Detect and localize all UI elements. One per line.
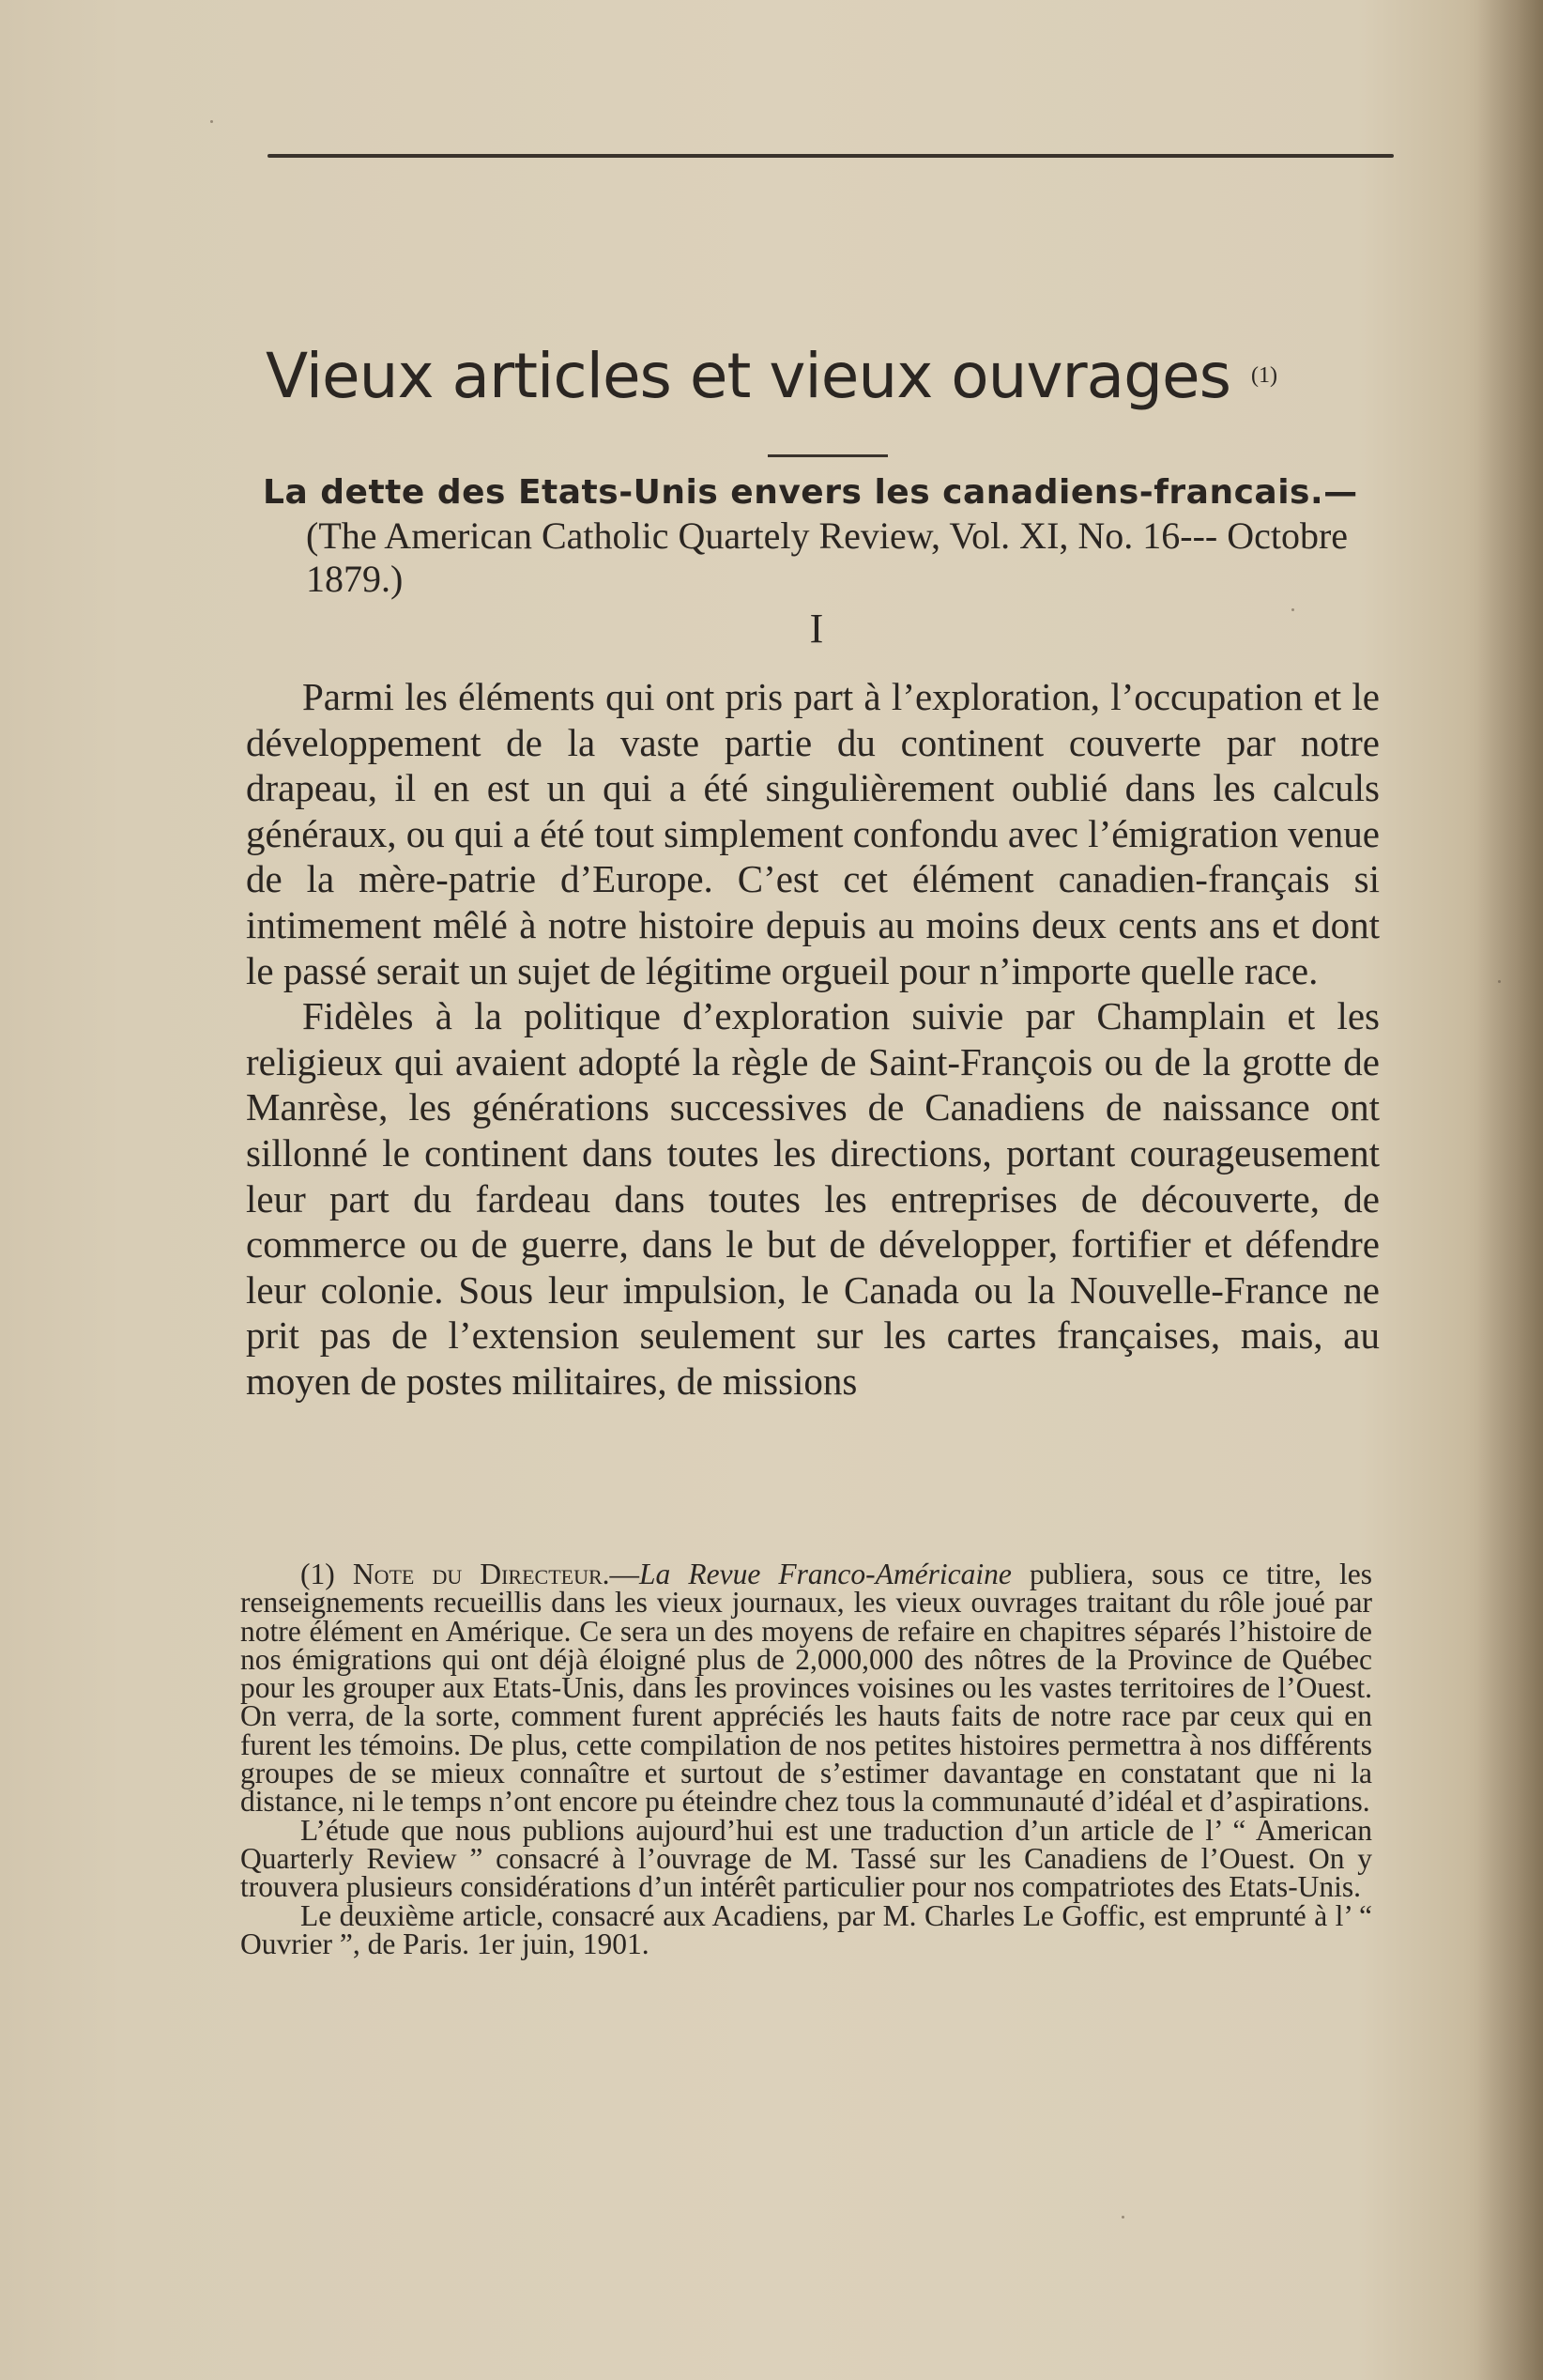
review-name: La Revue Franco-Américaine xyxy=(639,1558,1012,1590)
page-title: Vieux articles et vieux ouvrages xyxy=(266,340,1230,412)
footnote-label: Note du Directeur.— xyxy=(352,1558,640,1590)
article-lead-title: La dette des Etats-Unis envers les canadiens-francais.— xyxy=(263,473,1358,512)
footnotes xyxy=(240,1560,1372,1958)
footnote-1 xyxy=(240,1560,1372,1817)
paper-speck xyxy=(1498,980,1501,983)
title-footnote-mark: (1) xyxy=(1250,362,1277,388)
section-number: I xyxy=(809,606,824,652)
paragraph-2: Fidèles à la politique d’exploration suivie par Champlain et les religieux qui avaient adopté la règle de Saint-François ou de la grotte de Manrèse, les générations successives de Canadiens de naissance ont sillonné le continent dans toutes les directions, portant courageusement leur part du fardeau dans toutes les entreprises de découverte, de commerce ou de guerre, dans le but de développer, fortifier et défendre leur colonie. Sous leur impulsion, le Canada ou la Nouvelle-France ne prit pas de l’extension seulement sur les cartes françaises, mais, au moyen de postes militaires, de missions xyxy=(246,994,1380,1403)
paper-speck xyxy=(1122,2216,1124,2219)
title-divider xyxy=(768,454,888,457)
article-body xyxy=(246,674,1380,1405)
paper-speck xyxy=(1291,608,1294,611)
footnote-marker: (1) xyxy=(300,1558,335,1590)
top-rule xyxy=(267,154,1394,158)
title-row xyxy=(0,340,1543,412)
footnote-2: L’étude que nous publions aujourd’hui est une traduction d’un article de l’ “ American Quarterly Review ” consacré à l’ouvrage de M. Tassé sur les Canadiens de l’Ouest. On y trouvera plusieurs considérations d’un intérêt particulier pour nos compatriotes des Etats-Unis. xyxy=(240,1813,1372,1904)
article-heading xyxy=(263,469,1408,601)
article-source: (The American Catholic Quartely Review, Vol. XI, No. 16--- Octobre 1879.) xyxy=(306,514,1349,600)
paragraph-1: Parmi les éléments qui ont pris part à l’exploration, l’occupation et le développement de la vaste partie du continent couverte par notre drapeau, il en est un qui a été singulièrement oublié dans les calculs généraux, ou qui a été tout simplement confondu avec l’émigration venue de la mère-patrie d’Europe. C’est cet élément canadien-français si intimement mêlé à notre histoire depuis au moins deux cents ans et dont le passé serait un sujet de légitime orgueil pour n’importe quelle race. xyxy=(246,675,1380,992)
footnote-1-text: publiera, sous ce titre, les renseignements recueillis dans les vieux journaux, les vieux ouvrages traitant du rôle joué par notre élément en Amérique. Ce sera un des moyens de refaire en chapitres séparés l’histoire de nos émigrations qui ont déjà éloigné plus de 2,000,000 des nôtres de la Province de Québec pour les grouper aux Etats-Unis, dans les provinces voisines ou les vastes territoires de l’Ouest. On verra, de la sorte, comment furent appréciés les hauts faits de notre race par ceux qui en furent les témoins. De plus, cette compilation de nos petites histoires permettra à nos différents groupes de se mieux connaître et surtout de s’estimer davantage en constatant que ni la distance, ni le temps n’ont encore pu éteindre chez tous la communauté d’idéal et d’aspirations. xyxy=(240,1558,1373,1819)
paper-speck xyxy=(210,120,213,123)
footnote-3: Le deuxième article, consacré aux Acadiens, par M. Charles Le Goffic, est emprunté à l’ “ Ouvrier ”, de Paris. 1er juin, 1901. xyxy=(240,1898,1372,1960)
